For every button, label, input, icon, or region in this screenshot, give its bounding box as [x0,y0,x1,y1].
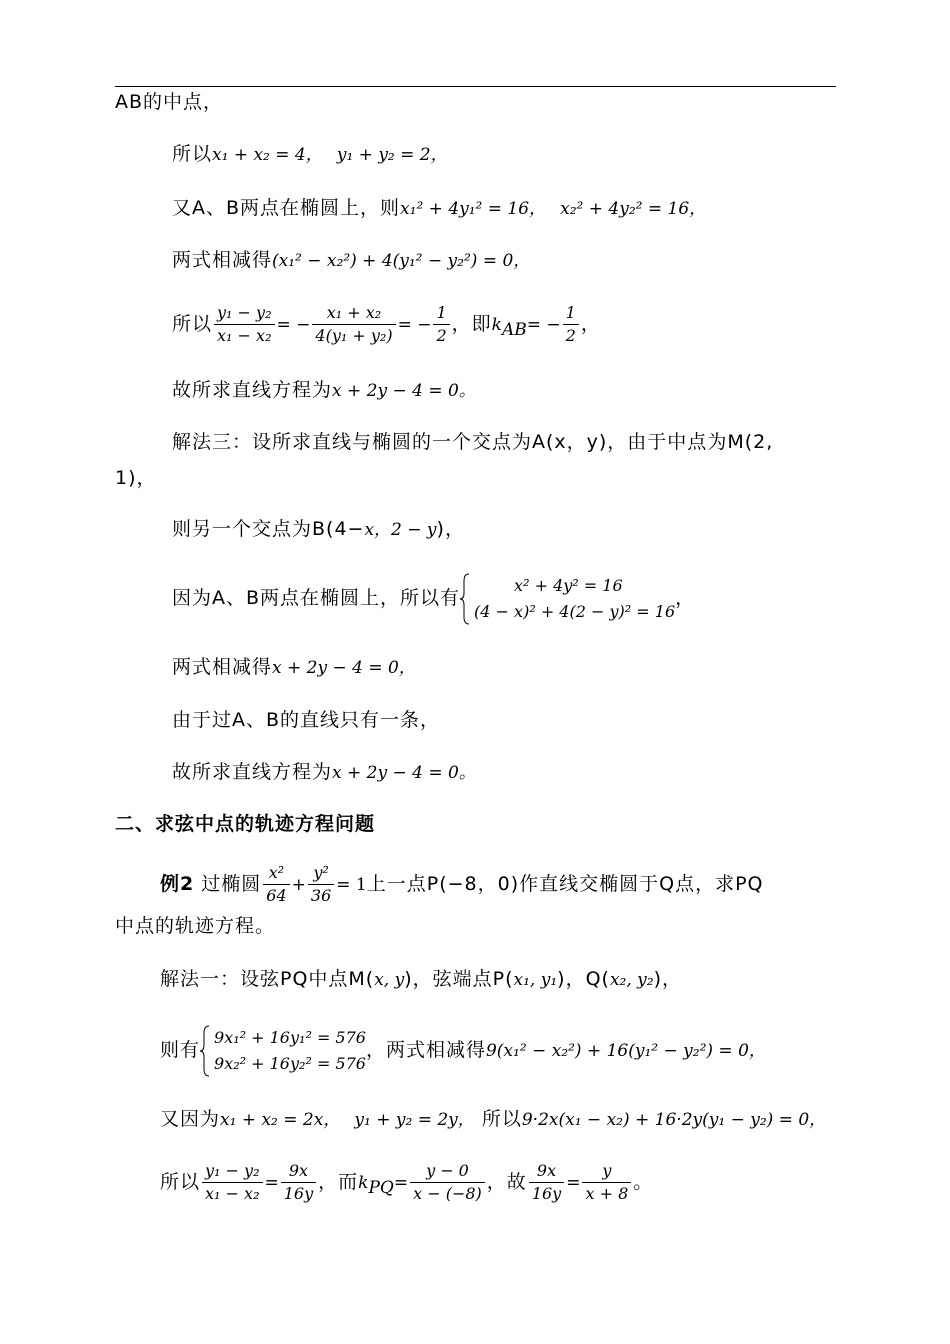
equation-line: 所以 $\frac{\text{y₁ − y₂}}{\text{x₁ − x₂}}$ = $\frac{9x}{16y}$ ，而$k_{PQ}=$ $\frac{y - 0}{x - (-8)}$ ，故 $\frac{9x}{16y}$ = $\frac{y}{x + 8}$ 。 [160,1161,654,1203]
text-line: 解法一：设弦PQ中点M(x, y)，弦端点P(x₁, y₁)，Q(x₂, y₂)， [160,968,682,990]
text-line: 所以x₁ + x₂ = 4， y₁ + y₂ = 2， [172,143,448,165]
equation-line: 所以 $\frac{\text{y₁ − y₂}}{\text{x₁ − x₂}}$ = − $\frac{\text{x₁ + x₂}}{\text{4(y₁ + y₂)}}$ = − $\frac{1}{2}$ ，即$k_{AB}=$ − $\frac{1}{2}$ ， [172,303,601,345]
equation-line: 则有 9x₁² + 16y₁² = 576 9x₂² + 16y₂² = 576 ，两式相减得9(x₁² − x₂²) + 16(y₁² − y₂²) = 0， [160,1020,766,1081]
fraction: $\frac{y - 0}{x - (-8)}$ [410,1160,485,1205]
fraction: $\frac{\text{x²}}{64}$ [263,862,289,907]
fraction: $\frac{y}{x + 8}$ [582,1160,631,1205]
text-line: 解法三：设所求直线与椭圆的一个交点为A(x，y)，由于中点为M(2, [172,431,774,453]
text-line: 两式相减得x + 2y − 4 = 0， [172,656,416,678]
fraction: $\frac{\text{y²}}{36}$ [308,862,334,907]
header-rule [115,86,836,87]
section-heading: 二、求弦中点的轨迹方程问题 [115,813,376,835]
fraction: $\frac{9x}{16y}$ [529,1160,564,1205]
equation-line: 例2 过椭圆 $\frac{\text{x²}}{64}$ + $\frac{\text{y²}}{36}$ = 1上一点P(−8，0)作直线交椭圆于Q点，求PQ [160,863,764,905]
brace-icon [460,573,470,625]
fraction: $\frac{9x}{16y}$ [281,1160,316,1205]
text-line: 中点的轨迹方程。 [115,915,276,937]
text-line: 又因为x₁ + x₂ = 2x， y₁ + y₂ = 2y， 所以9·2x(x₁ − x₂) + 16·2y(y₁ − y₂) = 0， [160,1108,827,1130]
text-line: 则另一个交点为B(4−x，2 − y)， [172,518,465,540]
text-line: 两式相减得(x₁² − x₂²) + 4(y₁² − y₂²) = 0， [172,249,531,271]
text-line: 故所求直线方程为x + 2y − 4 = 0。 [172,379,476,401]
brace-icon [200,1025,210,1077]
equation-system: 9x₁² + 16y₁² = 576 9x₂² + 16y₂² = 576 [200,1025,366,1077]
fraction: $\frac{\text{x₁ + x₂}}{\text{4(y₁ + y₂)}}$ [312,302,395,347]
text-line: 由于过A、B的直线只有一条， [172,709,441,731]
equation-system: x² + 4y² = 16 (4 − x)² + 4(2 − y)² = 16 [460,573,675,625]
fraction: $\frac{1}{2}$ [433,302,449,347]
fraction: $\frac{\text{y₁ − y₂}}{\text{x₁ − x₂}}$ [202,1160,262,1205]
fraction: $\frac{\text{y₁ − y₂}}{\text{x₁ − x₂}}$ [214,302,274,347]
text-line: 1)， [115,467,157,489]
text-line: 又A、B两点在椭圆上，则x₁² + 4y₁² = 16， x₂² + 4y₂² = 16， [172,197,707,219]
equation-line: 因为A、B两点在椭圆上，所以有 x² + 4y² = 16 (4 − x)² + 4(2 − y)² = 16 ， [172,568,695,628]
fraction: $\frac{1}{2}$ [563,302,579,347]
text-line: AB的中点， [115,91,224,113]
text-line: 故所求直线方程为x + 2y − 4 = 0。 [172,761,476,783]
